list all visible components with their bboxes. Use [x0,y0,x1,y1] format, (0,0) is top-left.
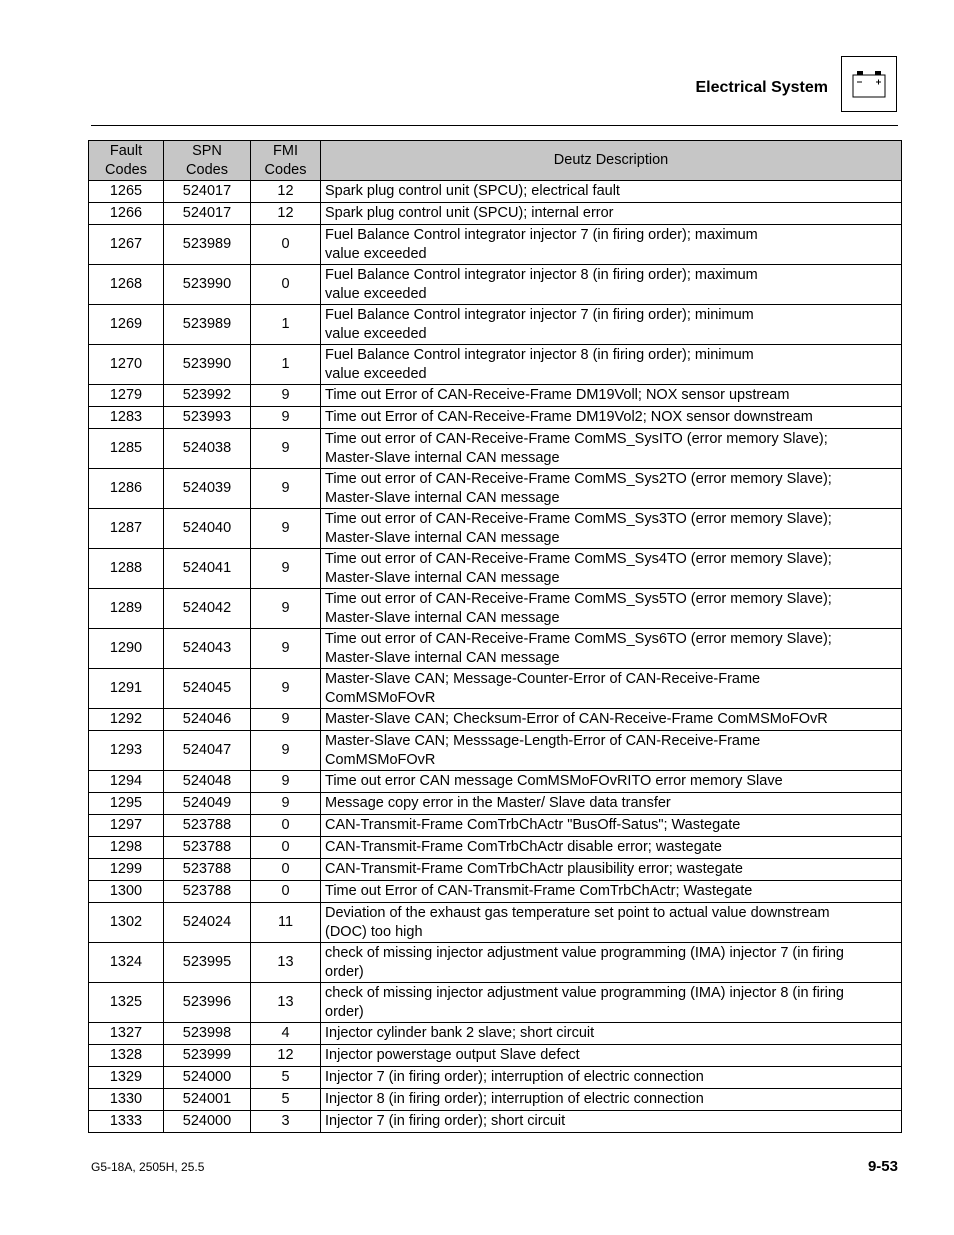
table-row [89,1023,902,1045]
spn-codes-header [164,141,251,181]
fault-code-cell: 1290 [89,629,164,669]
table-row [89,429,902,469]
description-cell: Injector 7 (in firing order); short circuit [321,1111,902,1133]
fault-table-body [89,181,902,1133]
fmi-code-cell: 1 [251,305,321,345]
description-cell: check of missing injector adjustment value programming (IMA) injector 7 (in firing order) [321,943,902,983]
fault-code-cell: 1295 [89,793,164,815]
spn-code-cell: 524046 [164,709,251,731]
table-row [89,1067,902,1089]
spn-code-cell: 524040 [164,509,251,549]
fmi-code-cell: 9 [251,549,321,589]
fmi-code-cell: 13 [251,983,321,1023]
table-row [89,903,902,943]
description-cell: Fuel Balance Control integrator injector 7 (in firing order); maximum value exceeded [321,225,902,265]
description-cell: CAN-Transmit-Frame ComTrbChActr disable error; wastegate [321,837,902,859]
spn-code-cell: 523998 [164,1023,251,1045]
table-row [89,709,902,731]
description-cell: Time out error of CAN-Receive-Frame ComMS_Sys3TO (error memory Slave); Master-Slave internal CAN message [321,509,902,549]
fault-codes-header [89,141,164,181]
table-row [89,509,902,549]
fault-code-table [88,140,902,1133]
fmi-code-cell: 13 [251,943,321,983]
footer-model-info: G5-18A, 2505H, 25.5 [91,1160,205,1174]
fault-code-cell: 1333 [89,1111,164,1133]
fault-code-cell: 1299 [89,859,164,881]
description-cell: Time out Error of CAN-Receive-Frame DM19Voll; NOX sensor upstream [321,385,902,407]
table-row [89,1089,902,1111]
fault-code-cell: 1291 [89,669,164,709]
spn-code-cell: 523989 [164,225,251,265]
fmi-code-cell: 0 [251,815,321,837]
fault-code-cell: 1294 [89,771,164,793]
fault-code-cell: 1327 [89,1023,164,1045]
spn-code-cell: 523788 [164,859,251,881]
fault-code-cell: 1289 [89,589,164,629]
spn-code-cell: 524024 [164,903,251,943]
fmi-code-cell: 9 [251,429,321,469]
table-row [89,837,902,859]
description-cell: Injector 7 (in firing order); interruption of electric connection [321,1067,902,1089]
spn-code-cell: 523993 [164,407,251,429]
fmi-code-cell: 0 [251,859,321,881]
fault-code-cell: 1297 [89,815,164,837]
fmi-code-cell: 11 [251,903,321,943]
fmi-code-cell: 9 [251,731,321,771]
fmi-code-cell: 9 [251,669,321,709]
fmi-code-cell: 9 [251,589,321,629]
fault-code-cell: 1300 [89,881,164,903]
fault-code-cell: 1328 [89,1045,164,1067]
fmi-code-cell: 0 [251,265,321,305]
table-row [89,881,902,903]
table-row [89,983,902,1023]
fmi-code-cell: 12 [251,203,321,225]
table-row [89,407,902,429]
fmi-codes-header [251,141,321,181]
description-cell: Master-Slave CAN; Checksum-Error of CAN-Receive-Frame ComMSMoFOvR [321,709,902,731]
fault-code-cell: 1287 [89,509,164,549]
table-row [89,345,902,385]
spn-code-cell: 524047 [164,731,251,771]
table-row [89,385,902,407]
table-row [89,549,902,589]
spn-code-cell: 524048 [164,771,251,793]
spn-code-cell: 524042 [164,589,251,629]
description-cell: Fuel Balance Control integrator injector 8 (in firing order); minimum value exceeded [321,345,902,385]
description-cell: check of missing injector adjustment value programming (IMA) injector 8 (in firing order) [321,983,902,1023]
description-cell: Time out error CAN message ComMSMoFOvRITO error memory Slave [321,771,902,793]
fmi-code-cell: 0 [251,225,321,265]
description-cell: Time out error of CAN-Receive-Frame ComMS_Sys5TO (error memory Slave); Master-Slave internal CAN message [321,589,902,629]
spn-code-cell: 524049 [164,793,251,815]
table-row [89,1111,902,1133]
spn-code-cell: 523788 [164,881,251,903]
spn-code-cell: 524038 [164,429,251,469]
fmi-code-cell: 9 [251,509,321,549]
table-row [89,793,902,815]
spn-code-cell: 524039 [164,469,251,509]
fmi-code-cell: 5 [251,1089,321,1111]
fault-code-cell: 1267 [89,225,164,265]
fault-code-cell: 1270 [89,345,164,385]
fault-code-cell: 1283 [89,407,164,429]
spn-code-cell: 523992 [164,385,251,407]
header-text: SPN Codes [186,143,228,178]
table-row [89,629,902,669]
description-cell: CAN-Transmit-Frame ComTrbChActr plausibility error; wastegate [321,859,902,881]
description-header [321,141,902,181]
fault-code-cell: 1285 [89,429,164,469]
fault-code-cell: 1293 [89,731,164,771]
table-row [89,859,902,881]
fault-code-cell: 1286 [89,469,164,509]
description-cell: Injector powerstage output Slave defect [321,1045,902,1067]
spn-code-cell: 524000 [164,1111,251,1133]
table-row [89,203,902,225]
fmi-code-cell: 9 [251,385,321,407]
spn-code-cell: 524001 [164,1089,251,1111]
description-cell: Spark plug control unit (SPCU); electrical fault [321,181,902,203]
fault-code-cell: 1265 [89,181,164,203]
header-text: Fault Codes [105,143,147,178]
description-cell: Injector 8 (in firing order); interruption of electric connection [321,1089,902,1111]
spn-code-cell: 524043 [164,629,251,669]
fmi-code-cell: 4 [251,1023,321,1045]
description-cell: Time out Error of CAN-Transmit-Frame ComTrbChActr; Wastegate [321,881,902,903]
table-row [89,469,902,509]
fault-code-cell: 1288 [89,549,164,589]
description-cell: Fuel Balance Control integrator injector 7 (in firing order); minimum value exceeded [321,305,902,345]
description-cell: Time out error of CAN-Receive-Frame ComMS_Sys6TO (error memory Slave); Master-Slave internal CAN message [321,629,902,669]
spn-code-cell: 524000 [164,1067,251,1089]
fmi-code-cell: 5 [251,1067,321,1089]
spn-code-cell: 523989 [164,305,251,345]
fmi-code-cell: 0 [251,881,321,903]
fault-code-cell: 1298 [89,837,164,859]
table-row [89,731,902,771]
spn-code-cell: 524041 [164,549,251,589]
header-text: FMI Codes [264,143,307,178]
fault-code-cell: 1330 [89,1089,164,1111]
spn-code-cell: 523995 [164,943,251,983]
fmi-code-cell: 1 [251,345,321,385]
fmi-code-cell: 9 [251,771,321,793]
fault-code-cell: 1266 [89,203,164,225]
fmi-code-cell: 12 [251,181,321,203]
spn-code-cell: 523788 [164,815,251,837]
table-row [89,1045,902,1067]
header-divider [91,125,898,126]
spn-code-cell: 524017 [164,181,251,203]
spn-code-cell: 523999 [164,1045,251,1067]
description-cell: Master-Slave CAN; Messsage-Length-Error of CAN-Receive-Frame ComMSMoFOvR [321,731,902,771]
fmi-code-cell: 9 [251,709,321,731]
table-row [89,181,902,203]
spn-code-cell: 523788 [164,837,251,859]
battery-icon [841,56,897,112]
spn-code-cell: 523990 [164,265,251,305]
description-cell: Master-Slave CAN; Message-Counter-Error of CAN-Receive-Frame ComMSMoFOvR [321,669,902,709]
fmi-code-cell: 9 [251,469,321,509]
description-cell: Time out error of CAN-Receive-Frame ComMS_Sys4TO (error memory Slave); Master-Slave internal CAN message [321,549,902,589]
fmi-code-cell: 0 [251,837,321,859]
spn-code-cell: 523996 [164,983,251,1023]
description-cell: Spark plug control unit (SPCU); internal error [321,203,902,225]
description-cell: Injector cylinder bank 2 slave; short circuit [321,1023,902,1045]
fault-code-cell: 1268 [89,265,164,305]
description-cell: Deviation of the exhaust gas temperature set point to actual value downstream (DOC) too high [321,903,902,943]
table-row [89,265,902,305]
fault-code-cell: 1302 [89,903,164,943]
fmi-code-cell: 9 [251,629,321,669]
table-row [89,669,902,709]
table-row [89,305,902,345]
fmi-code-cell: 9 [251,793,321,815]
section-title: Electrical System [695,79,828,96]
description-cell: Time out error of CAN-Receive-Frame ComMS_Sys2TO (error memory Slave); Master-Slave internal CAN message [321,469,902,509]
table-row [89,225,902,265]
table-row [89,771,902,793]
fault-code-cell: 1292 [89,709,164,731]
description-cell: Message copy error in the Master/ Slave data transfer [321,793,902,815]
fault-code-cell: 1269 [89,305,164,345]
header-text: Deutz Description [553,152,669,169]
description-cell: CAN-Transmit-Frame ComTrbChActr "BusOff-Satus"; Wastegate [321,815,902,837]
description-cell: Time out error of CAN-Receive-Frame ComMS_SysITO (error memory Slave); Master-Slave internal CAN message [321,429,902,469]
fmi-code-cell: 3 [251,1111,321,1133]
table-row [89,589,902,629]
spn-code-cell: 523990 [164,345,251,385]
spn-code-cell: 524045 [164,669,251,709]
fmi-code-cell: 12 [251,1045,321,1067]
table-row [89,943,902,983]
page-number: 9-53 [867,1158,898,1175]
fault-code-cell: 1325 [89,983,164,1023]
fmi-code-cell: 9 [251,407,321,429]
table-header-row [89,141,902,181]
description-cell: Fuel Balance Control integrator injector 8 (in firing order); maximum value exceeded [321,265,902,305]
fault-code-cell: 1324 [89,943,164,983]
fault-code-cell: 1329 [89,1067,164,1089]
description-cell: Time out Error of CAN-Receive-Frame DM19Vol2; NOX sensor downstream [321,407,902,429]
spn-code-cell: 524017 [164,203,251,225]
fault-code-cell: 1279 [89,385,164,407]
table-row [89,815,902,837]
